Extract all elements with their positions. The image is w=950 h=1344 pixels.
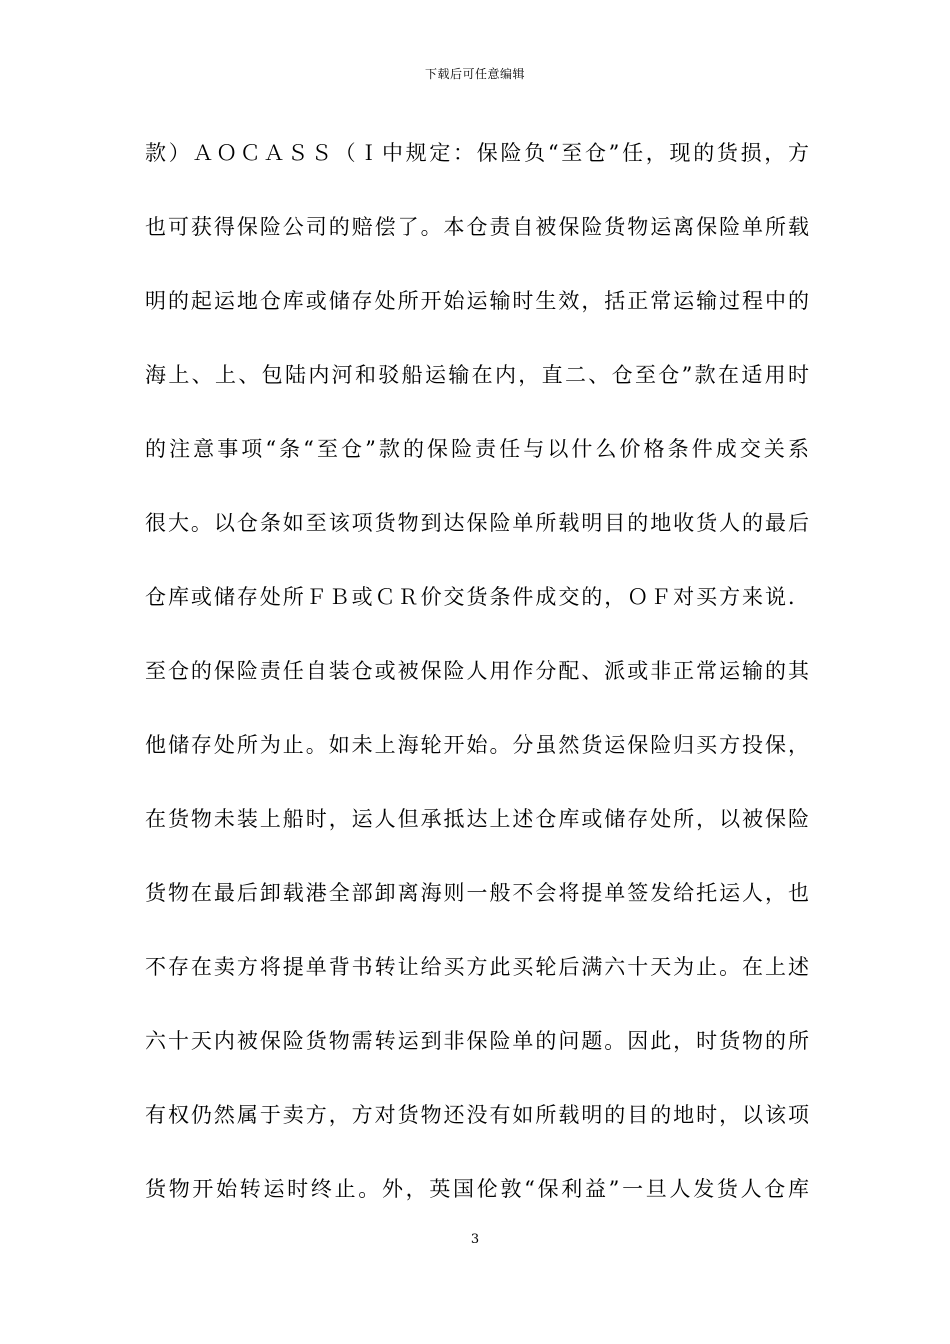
text-line: 有权仍然属于卖方，方对货物还没有如所载明的目的地时，以该项 [145, 1103, 811, 1127]
page-number: 3 [470, 1232, 480, 1247]
page-header: 下载后可任意编辑 [424, 67, 525, 81]
text-line: 货物在最后卸载港全部卸离海则一般不会将提单签发给托运人，也 [145, 881, 811, 905]
text-line: 也可获得保险公司的赔偿了。本仓责自被保险货物运离保险单所载 [145, 215, 811, 239]
text-line: 不存在卖方将提单背书转让给买方此买轮后满六十天为止。在上述 [145, 955, 811, 979]
text-line: 仓库或储存处所ＦＢ或ＣＲ价交货条件成交的，ＯＦ对买方来说． [145, 585, 811, 609]
text-line: 的注意事项“条“至仓”款的保险责任与以什么价格条件成交关系 [145, 437, 813, 461]
text-line: 六十天内被保险货物需转运到非保险单的问题。因此，时货物的所 [145, 1029, 811, 1053]
text-line: 款）ＡＯＣＡＳＳ（Ｉ中规定：保险负“至仓”任，现的货损，方 [145, 141, 812, 165]
text-line: 至仓的保险责任自装仓或被保险人用作分配、派或非正常运输的其 [145, 659, 811, 683]
body-text [145, 128, 813, 1238]
text-line: 他储存处所为止。如未上海轮开始。分虽然货运保险归买方投保， [145, 733, 811, 757]
text-line: 海上、上、包陆内河和驳船运输在内，直二、仓至仓”款在适用时 [145, 363, 812, 387]
text-line: 很大。以仓条如至该项货物到达保险单所载明目的地收货人的最后 [145, 511, 811, 535]
text-line: 货物开始转运时终止。外，英国伦敦“保利益”一旦人发货人仓库 [145, 1177, 812, 1201]
text-line: 明的起运地仓库或储存处所开始运输时生效，括正常运输过程中的 [145, 289, 811, 313]
text-line: 在货物未装上船时，运人但承抵达上述仓库或储存处所，以被保险 [145, 807, 811, 831]
